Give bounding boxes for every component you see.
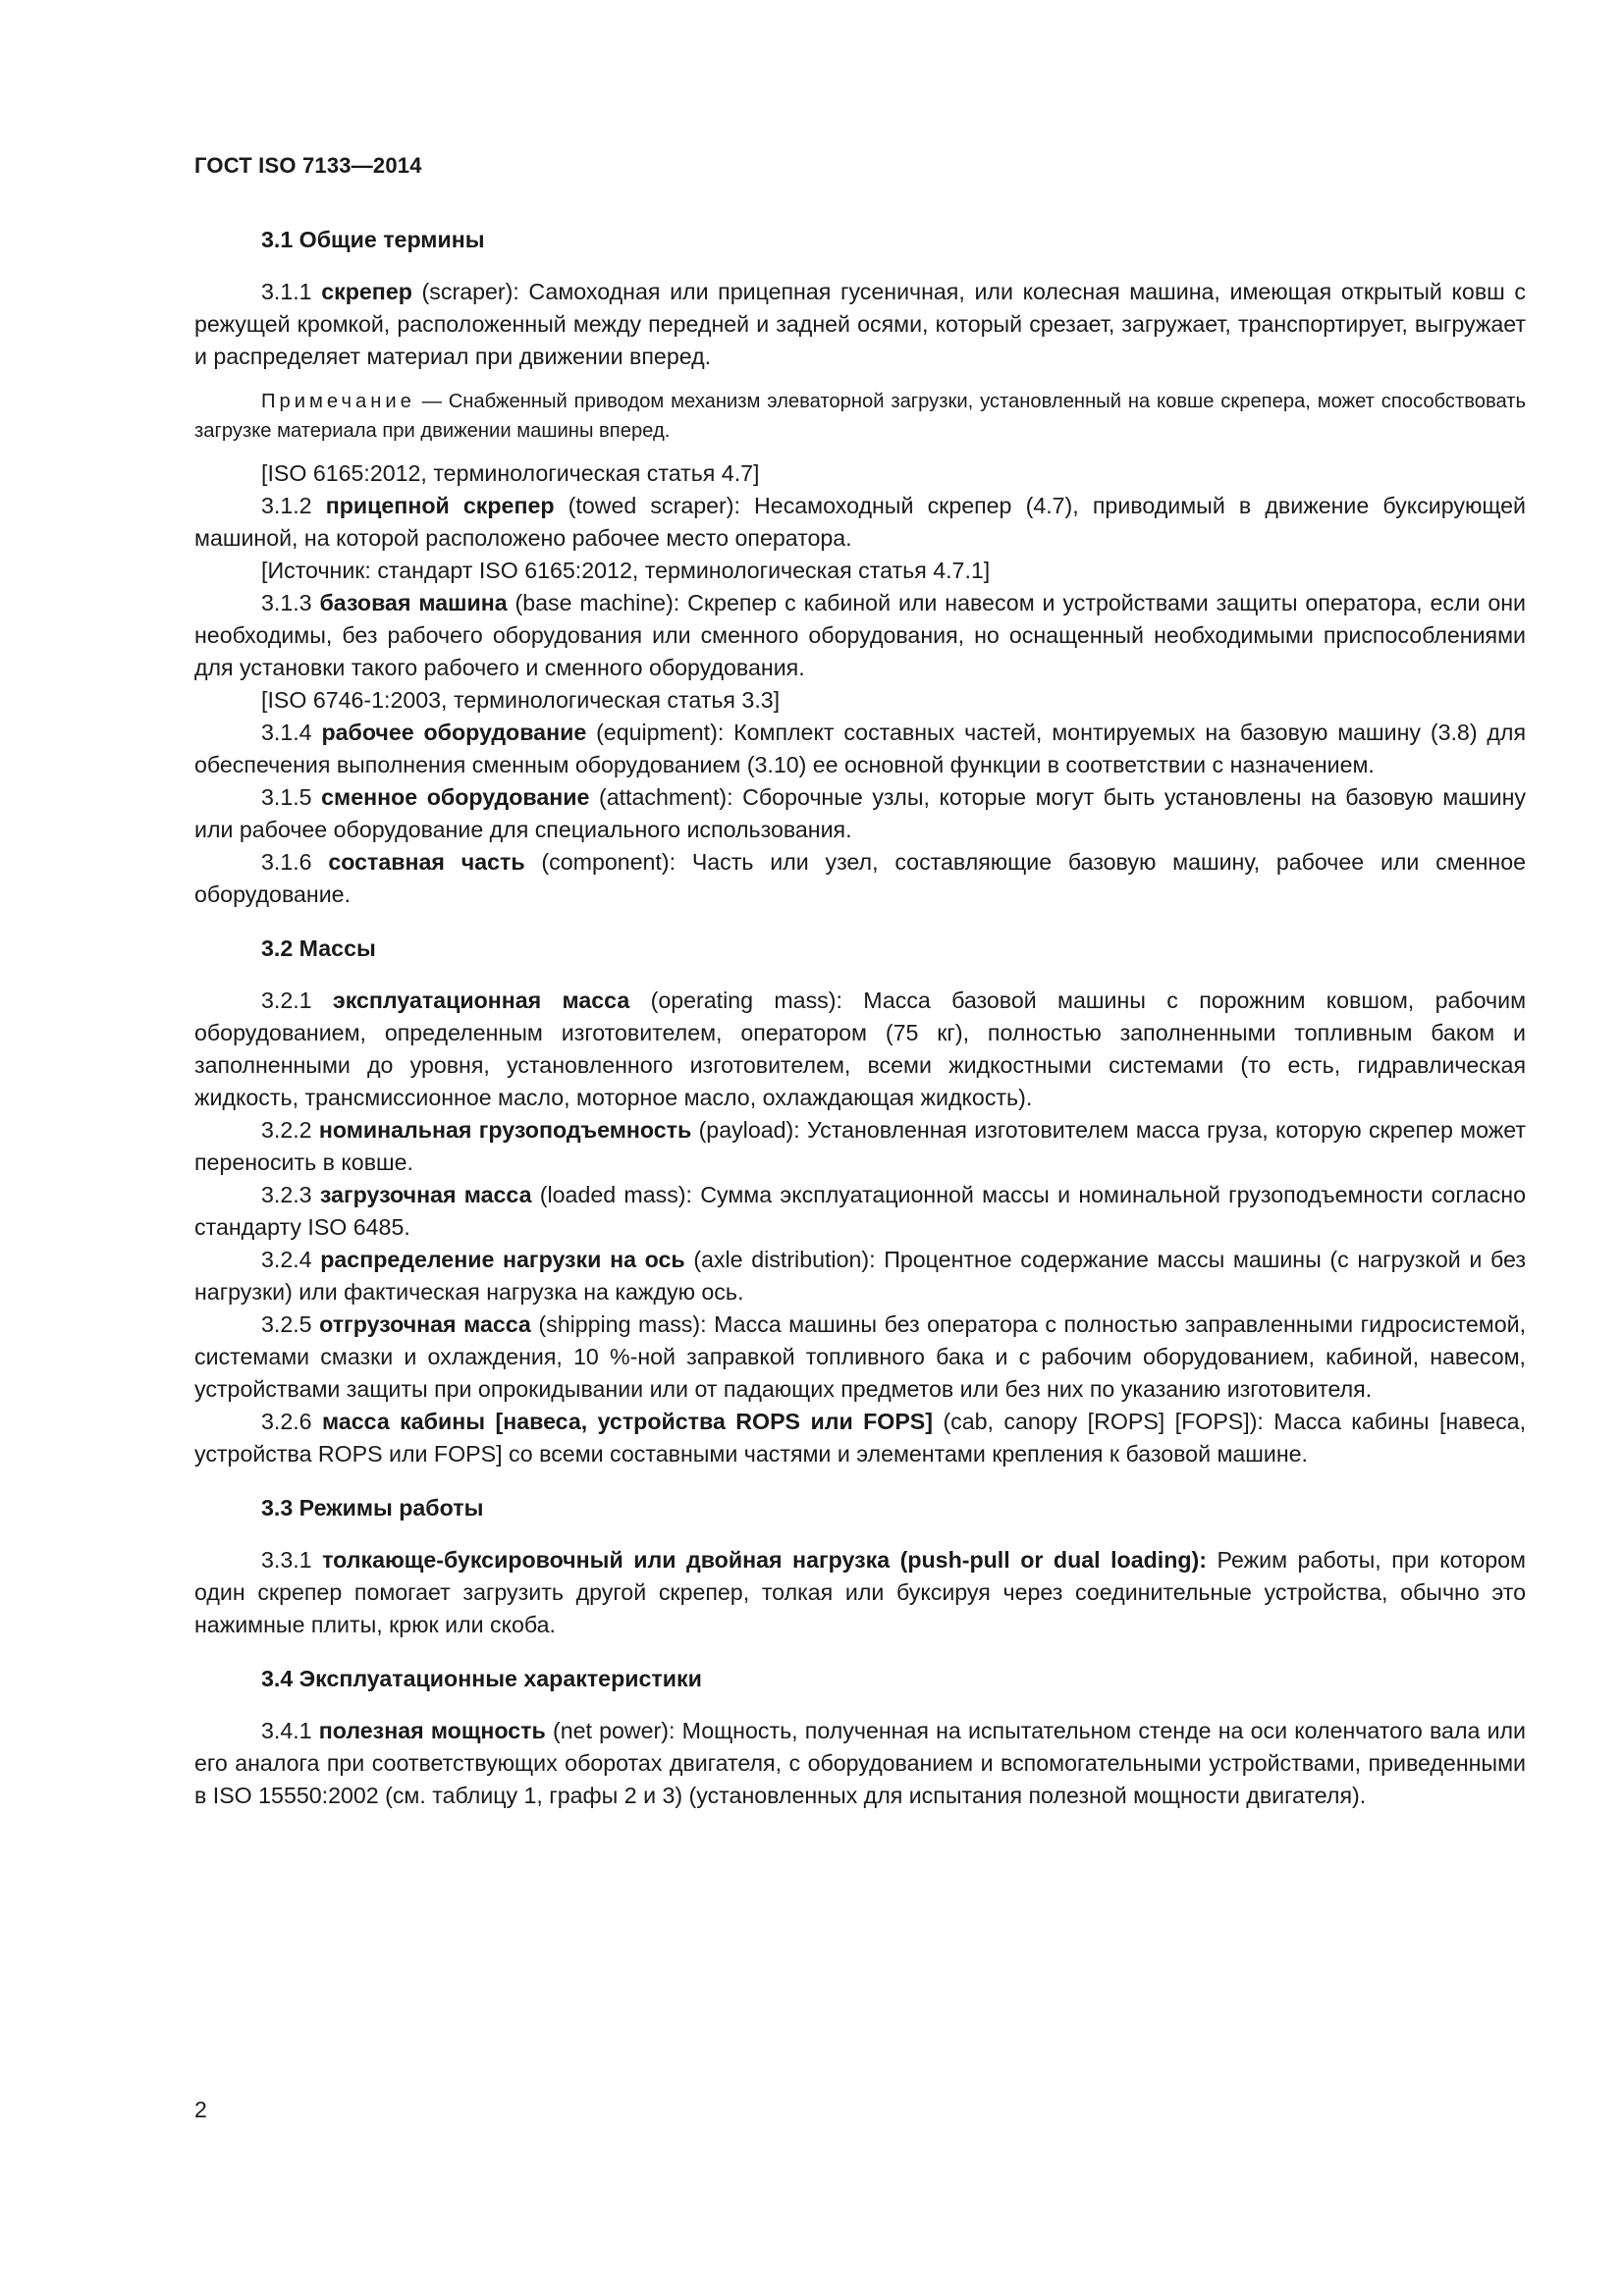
- term-3-1-1: [194, 276, 1526, 373]
- term-number: 3.2.2: [261, 1117, 319, 1143]
- term-definition: (net power): Мощность, полученная на испытательном стенде на оси коленчатого вала или его аналога при соответствующих оборотах двигателя, с оборудованием и вспомогательными устройствами, приведенными в ISO 15550:2002 (см. таблицу 1, графы 2 и 3) (установленных для испытания полезной мощности двигателя).: [194, 1718, 1527, 1808]
- source-ref-3-1-1: [ISO 6165:2012, терминологическая статья 4.7]: [261, 460, 760, 486]
- term-3-2-4: [194, 1244, 1526, 1308]
- term-number: 3.1.2: [261, 493, 326, 518]
- term-number: 3.4.1: [261, 1718, 319, 1743]
- term-number: 3.2.6: [261, 1409, 323, 1434]
- term-definition: (component): Часть или узел, составляющие базовую машину, рабочее или сменное оборудование.: [194, 849, 1527, 907]
- term-definition: (loaded mass): Сумма эксплуатационной массы и номинальной грузоподъемности согласно стандарту ISO 6485.: [194, 1182, 1526, 1240]
- page-number: 2: [194, 2097, 207, 2122]
- term-definition: (equipment): Комплект составных частей, монтируемых на базовую машину (3.8) для обеспечения выполнения сменным оборудованием (3.10) ее основной функции в соответствии с назначением.: [194, 720, 1527, 777]
- term-definition: (axle distribution): Процентное содержание массы машины (с нагрузкой и без нагрузки) или фактическая нагрузка на каждую ось.: [194, 1247, 1526, 1305]
- term-3-1-6: [194, 846, 1526, 911]
- term-definition: (operating mass): Масса базовой машины с порожним ковшом, рабочим оборудованием, определенным изготовителем, оператором (75 кг), полностью заполненными топливным баком и заполненными до уровня, установленного изготовителем, всеми жидкостными системами (то есть, гидравлическая жидкость, трансмиссионное масло, моторное масло, охлаждающая жидкость).: [194, 988, 1527, 1110]
- note-label: Примечание: [261, 391, 415, 412]
- term-definition: (scraper): Самоходная или прицепная гусеничная, или колесная машина, имеющая открытый ковш с режущей кромкой, расположенный между передней и задней осями, который срезает, загружает, транспортирует, выгружает и распределяет материал при движении вперед.: [194, 279, 1526, 369]
- note-text: — Снабженный приводом механизм элеваторной загрузки, установленный на ковше скрепера, может способствовать загрузке материала при движении машины вперед.: [194, 391, 1526, 442]
- term-name: базовая машина: [319, 590, 508, 615]
- section-heading-3-1: 3.1 Общие термины: [261, 227, 485, 252]
- term-name: масса кабины [навеса, устройства ROPS или FOPS]: [322, 1409, 933, 1434]
- term-3-2-2: [194, 1114, 1526, 1179]
- document-body: [194, 224, 1526, 1812]
- term-name: загрузочная масса: [319, 1182, 532, 1207]
- term-number: 3.1.3: [261, 590, 320, 615]
- term-3-1-4: [194, 717, 1526, 781]
- section-heading-3-3: 3.3 Режимы работы: [261, 1495, 484, 1521]
- term-3-4-1: [194, 1715, 1526, 1812]
- term-number: 3.2.5: [261, 1311, 320, 1337]
- term-definition: (cab, canopy [ROPS] [FOPS]): Масса кабины [навеса, устройства ROPS или FOPS] со всеми составными частями и элементами крепления к базовой машине.: [194, 1409, 1527, 1467]
- term-name: отгрузочная масса: [319, 1311, 531, 1337]
- section-heading-3-4: 3.4 Эксплуатационные характеристики: [261, 1666, 702, 1691]
- document-code: ГОСТ ISO 7133—2014: [194, 153, 422, 178]
- term-3-2-5: [194, 1308, 1526, 1406]
- term-number: 3.2.1: [261, 988, 333, 1013]
- term-name: толкающе-буксировочный или двойная нагрузка (push-pull or dual loading):: [322, 1547, 1207, 1573]
- term-name: сменное оборудование: [321, 784, 590, 810]
- note-3-1-1: [194, 387, 1526, 446]
- term-3-1-2: [194, 490, 1526, 555]
- term-name: скрепер: [321, 279, 412, 304]
- source-ref-3-1-3: [ISO 6746-1:2003, терминологическая статья 3.3]: [261, 687, 781, 713]
- term-name: рабочее оборудование: [321, 720, 587, 745]
- term-3-1-3: [194, 587, 1526, 684]
- term-name: распределение нагрузки на ось: [320, 1247, 685, 1272]
- term-number: 3.1.1: [261, 279, 322, 304]
- term-3-1-5: [194, 781, 1526, 846]
- term-name: эксплуатационная масса: [332, 988, 630, 1013]
- term-number: 3.1.6: [261, 849, 329, 875]
- term-3-2-1: [194, 985, 1526, 1114]
- term-name: полезная мощность: [318, 1718, 546, 1743]
- term-3-2-6: [194, 1406, 1526, 1470]
- term-number: 3.3.1: [261, 1547, 323, 1573]
- term-definition: Режим работы, при котором один скрепер помогает загрузить другой скрепер, толкая или буксируя через соединительные устройства, обычно это нажимные плиты, крюк или скоба.: [194, 1547, 1526, 1637]
- term-number: 3.2.4: [261, 1247, 321, 1272]
- term-name: составная часть: [328, 849, 525, 875]
- term-definition: (payload): Установленная изготовителем масса груза, которую скрепер может переносить в ковше.: [194, 1117, 1527, 1175]
- term-3-2-3: [194, 1179, 1526, 1244]
- term-definition: (attachment): Сборочные узлы, которые могут быть установлены на базовую машину или рабочее оборудование для специального использования.: [194, 784, 1527, 842]
- term-name: номинальная грузоподъемность: [318, 1117, 692, 1143]
- term-number: 3.1.4: [261, 720, 322, 745]
- section-heading-3-2: 3.2 Массы: [261, 935, 376, 961]
- term-definition: (shipping mass): Масса машины без оператора с полностью заправленными гидросистемой, системами смазки и охлаждения, 10 %-ной заправкой топливного бака и с рабочим оборудованием, кабиной, навесом, устройствами защиты при опрокидывании или от падающих предметов или без них по указанию изготовителя.: [194, 1311, 1527, 1402]
- term-name: прицепной скрепер: [325, 493, 555, 518]
- term-definition: (base machine): Скрепер с кабиной или навесом и устройствами защиты оператора, если они необходимы, без рабочего оборудования или сменного оборудования, но оснащенный необходимыми приспособлениями для установки такого рабочего и сменного оборудования.: [194, 590, 1526, 680]
- term-number: 3.2.3: [261, 1182, 320, 1207]
- source-ref-3-1-2: [Источник: стандарт ISO 6165:2012, терминологическая статья 4.7.1]: [261, 558, 991, 583]
- term-3-3-1: [194, 1544, 1526, 1641]
- term-definition: (towed scraper): Несамоходный скрепер (4.7), приводимый в движение буксирующей машиной, на которой расположено рабочее место оператора.: [194, 493, 1527, 551]
- term-number: 3.1.5: [261, 784, 322, 810]
